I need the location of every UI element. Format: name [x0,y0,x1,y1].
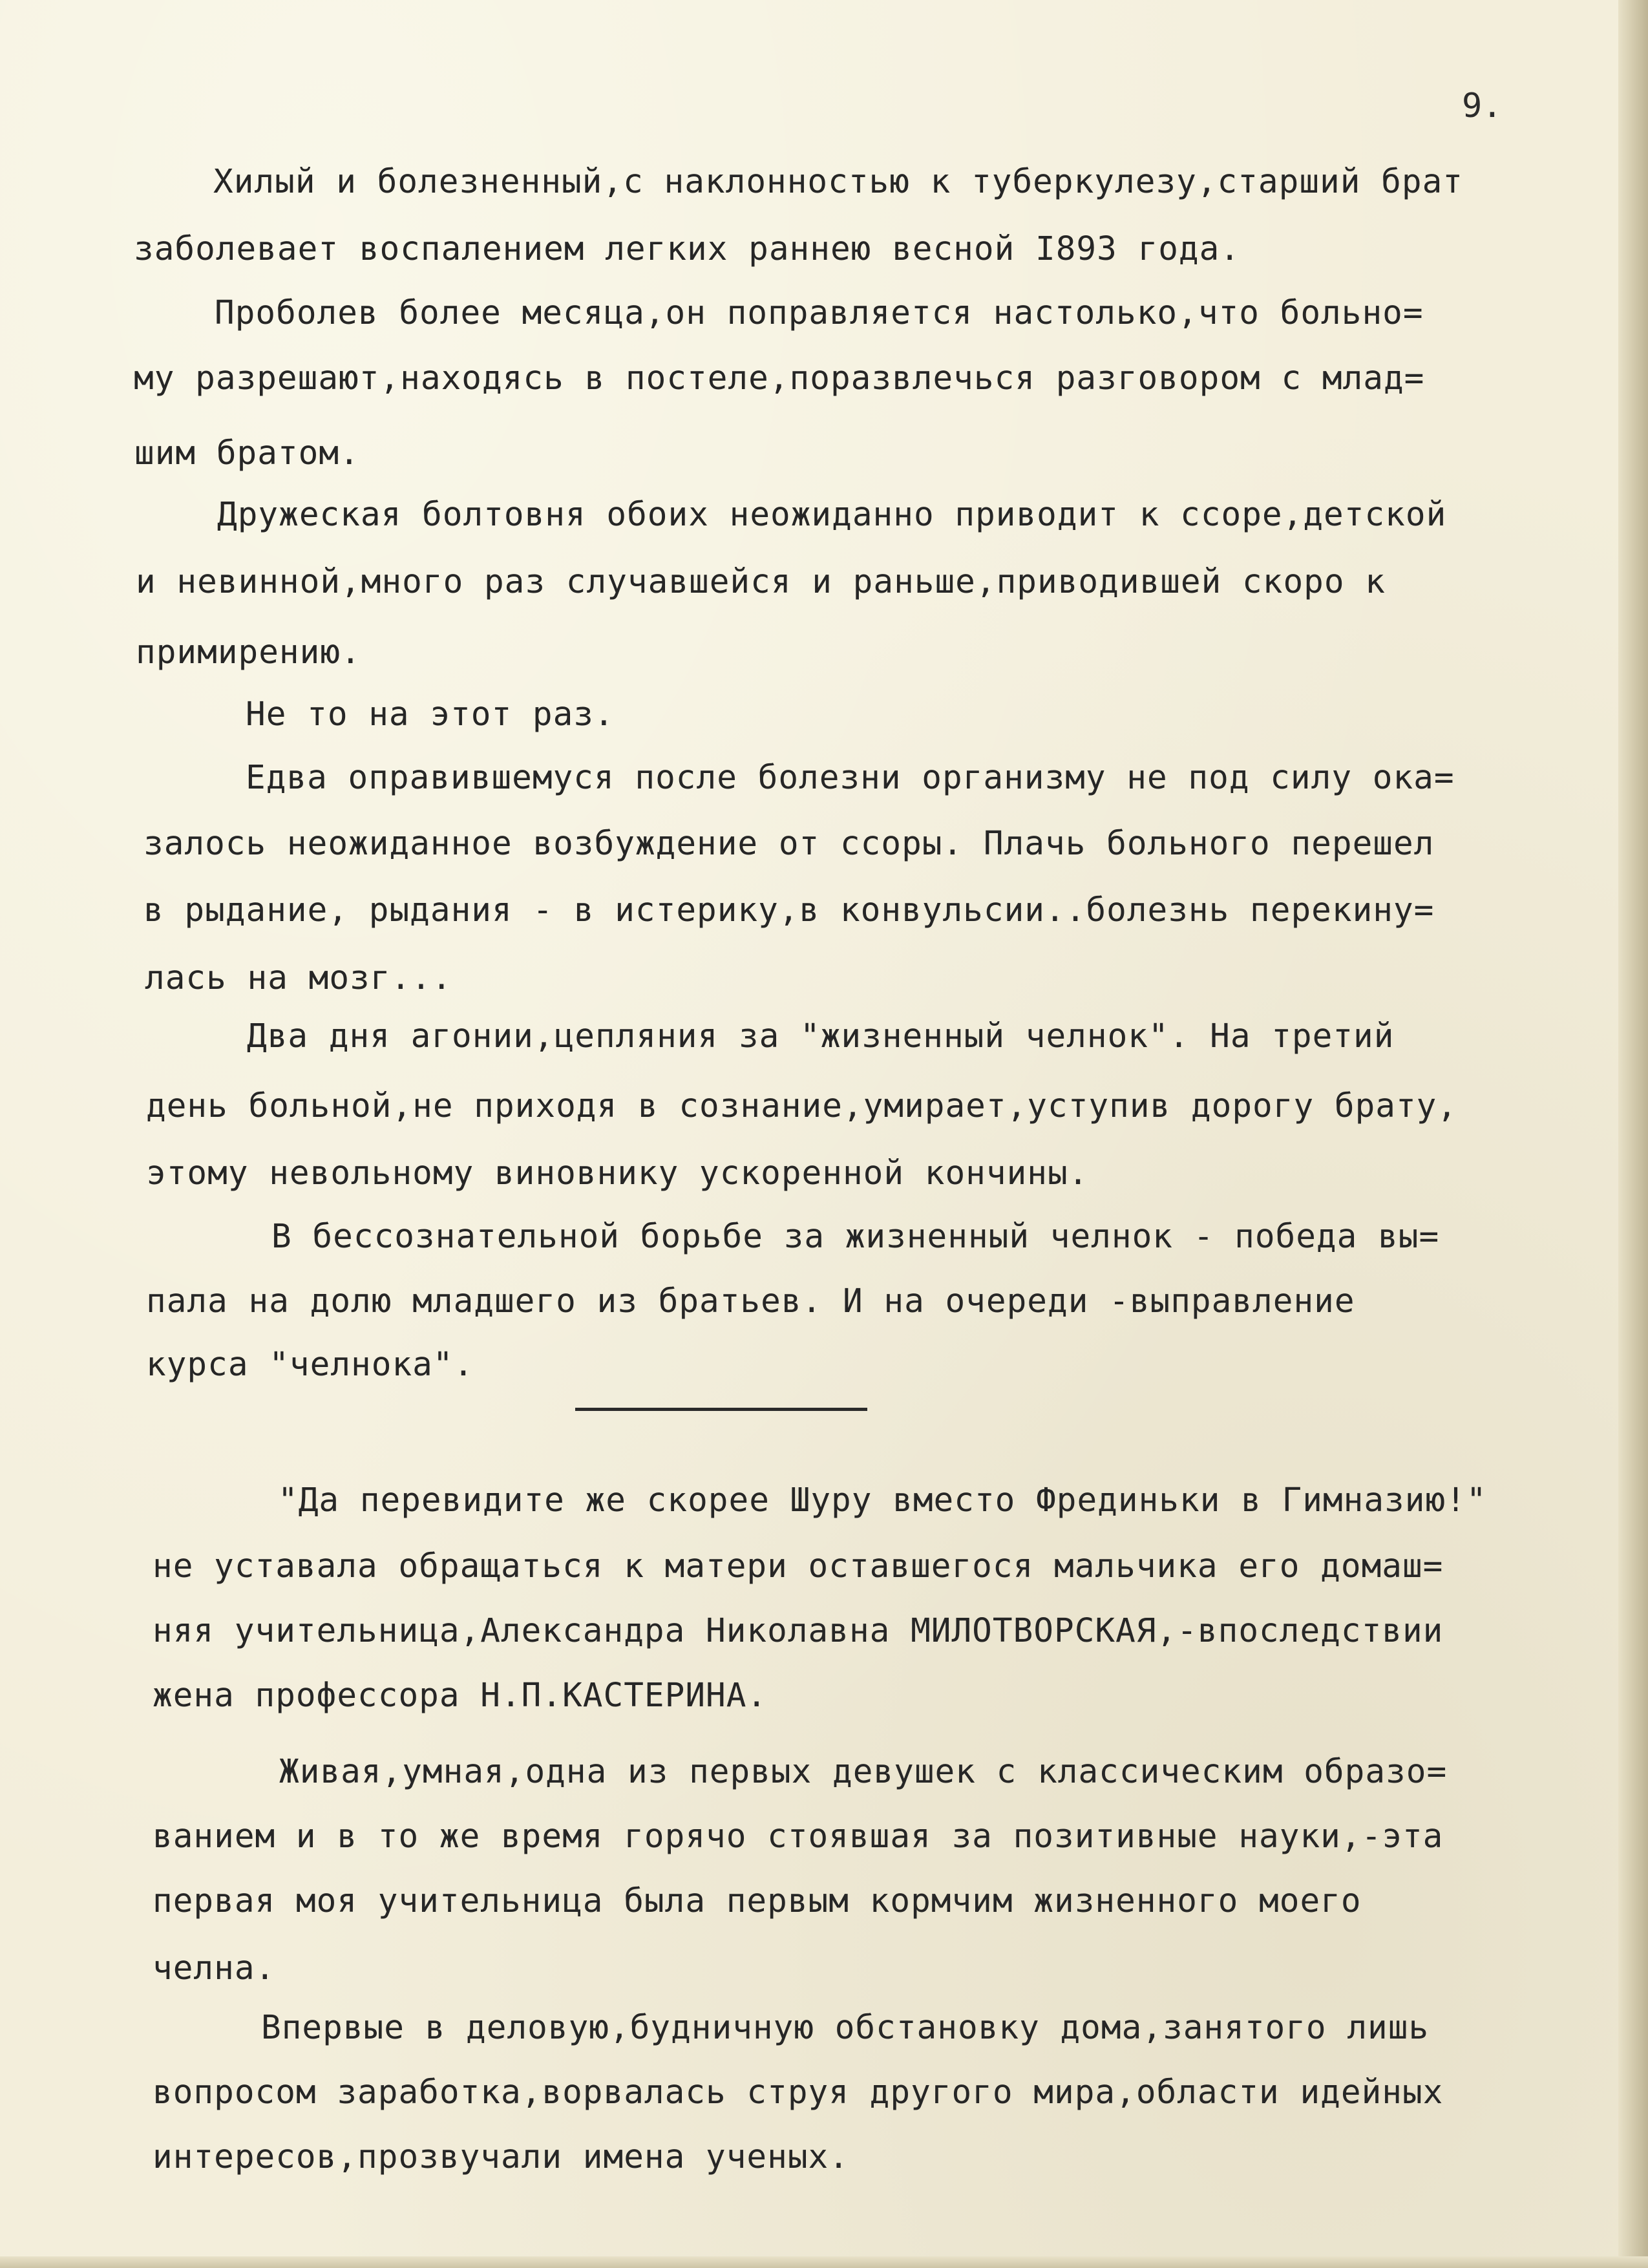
text-line: му разрешают,находясь в постеле,поразвлечься разговором с млад= [134,359,1425,397]
text-line: не уставала обращаться к матери оставшегося мальчика его домаш= [153,1547,1444,1585]
section-divider [575,1408,867,1411]
page-edge-bottom [0,2256,1648,2268]
text-line: пала на долю младшего из братьев. И на очереди -выправление [146,1282,1355,1320]
text-line: лась на мозг... [145,959,452,997]
text-line: Проболев более месяца,он поправляется настолько,что больно= [215,294,1424,332]
text-line: примирению. [136,633,361,672]
text-line: залось неожиданное возбуждение от ссоры. Плачь больного перешел [143,825,1435,863]
text-line: Хилый и болезненный,с наклонностью к туберкулезу,старший брат [213,163,1463,201]
text-line: Едва оправившемуся после болезни организму не под силу ока= [246,759,1455,797]
text-line: Дружеская болтовня обоих неожиданно приводит к ссоре,детской [217,496,1447,534]
text-line: Впервые в деловую,будничную обстановку дома,занятого лишь [261,2009,1430,2047]
page-number: 9. [1462,87,1503,125]
text-line: ванием и в то же время горячо стоявшая за позитивные науки,-эта [153,1818,1444,1856]
text-line: жена профессора Н.П.КАСТЕРИНА. [153,1677,768,1715]
text-line: этому невольному виновнику ускоренной кончины. [146,1154,1089,1192]
text-line: и невинной,много раз случавшейся и раньше,приводившей скоро к [136,563,1386,601]
text-line: Не то на этот раз. [246,695,615,734]
text-line: день больной,не приходя в сознание,умирает,уступив дорогу брату, [146,1087,1458,1125]
text-line: Живая,умная,одна из первых девушек с классическим образо= [279,1753,1448,1791]
text-line: в рыдание, рыдания - в истерику,в конвульсии..болезнь перекину= [143,891,1435,929]
text-line: челна. [153,1949,276,1987]
text-line: шим братом. [134,434,360,472]
page-edge-right [1618,0,1648,2268]
text-line: интересов,прозвучали имена ученых. [153,2138,849,2176]
text-line: В бессознательной борьбе за жизненный челнок - победа вы= [271,1218,1440,1256]
text-line: няя учительница,Александра Николавна МИЛОТВОРСКАЯ,-впоследствии [153,1612,1444,1650]
text-line: первая моя учительница была первым кормчим жизненного моего [153,1882,1362,1920]
text-line: "Да перевидите же скорее Шуру вместо Фрединьки в Гимназию!" [278,1481,1487,1520]
text-line: заболевает воспалением легких раннею весной I893 года. [134,230,1241,268]
text-line: курса "челнока". [146,1346,474,1384]
text-line: вопросом заработка,ворвалась струя другого мира,области идейных [153,2073,1444,2112]
text-line: Два дня агонии,цепляния за "жизненный челнок". На третий [247,1017,1395,1055]
